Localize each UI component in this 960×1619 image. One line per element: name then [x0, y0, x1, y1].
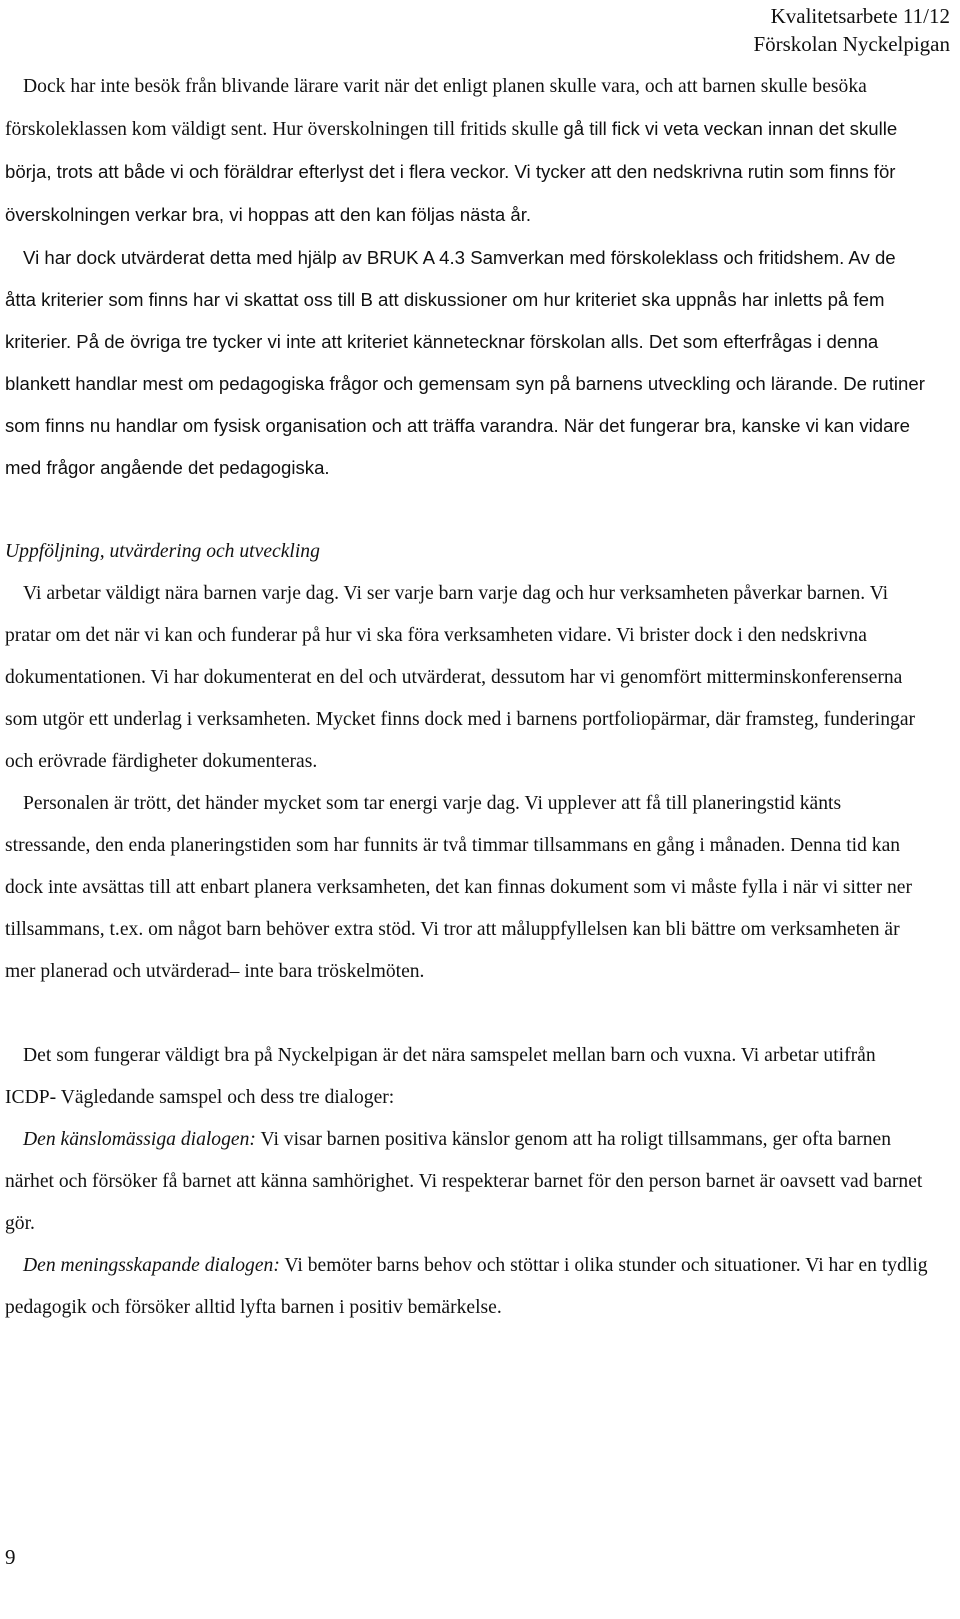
paragraph-1-serif: Dock har inte besök från blivande lärare varit när det enligt planen skulle vara, och att barnen skulle besöka förskoleklassen kom väldigt sent. Hur överskolningen till fritids skulle [5, 76, 867, 140]
document-header [753, 2, 950, 58]
paragraph-6-text: Vi visar barnen positiva känslor genom att ha roligt tillsammans, ger ofta barnen närhet och försöker få barnet att känna samhörighet. Vi respekterar barnet för den person barnet är oavsett vad barnet gör. [5, 1129, 923, 1234]
paragraph-7 [5, 1245, 930, 1329]
page-number: 9 [5, 1545, 16, 1569]
paragraph-1-sans: gå till fick vi veta veckan innan det skulle börja, trots att både vi och föräldrar efterlyst det i flera veckor. Vi tycker att den nedskrivna rutin som finns för överskolningen verkar bra, vi hoppas att den kan följas nästa år. [5, 118, 898, 225]
paragraph-6 [5, 1119, 930, 1245]
document-body [5, 66, 930, 1329]
dialog-title-meaning: Den meningsskapande dialogen: [23, 1255, 280, 1276]
paragraph-7-text: Vi bemöter barns behov och stöttar i olika stunder och situationer. Vi har en tydlig pedagogik och försöker alltid lyfta barnen i positiv bemärkelse. [5, 1255, 928, 1318]
paragraph-4: Personalen är trött, det händer mycket som tar energi varje dag. Vi upplever att få till planeringstid känts stressande, den enda planeringstiden som har funnits är två timmar tillsammans en gång i månaden. Denna tid kan dock inte avsättas till att enbart planera verksamheten, det kan finnas dokument som vi måste fylla i när vi sitter ner tillsammans, t.ex. om något barn behöver extra stöd. Vi tror att måluppfyllelsen kan bli bättre om verksamheten är mer planerad och utvärderad– inte bara tröskelmöten. [5, 793, 913, 982]
header-title: Kvalitetsarbete 11/12 [770, 4, 950, 28]
header-subtitle: Förskolan Nyckelpigan [753, 32, 950, 56]
paragraph-5: Det som fungerar väldigt bra på Nyckelpigan är det nära samspelet mellan barn och vuxna. Vi arbetar utifrån ICDP- Vägledande samspel och dess tre dialoger: [5, 1045, 876, 1108]
dialog-title-emotional: Den känslomässiga dialogen: [23, 1129, 256, 1150]
paragraph-1 [5, 66, 930, 237]
paragraph-2: Vi har dock utvärderat detta med hjälp av BRUK A 4.3 Samverkan med förskoleklass och fritidshem. Av de åtta kriterier som finns har vi skattat oss till B att diskussioner om hur kriteriet ska uppnås har inletts på fem kriterier. På de övriga tre tycker vi inte att kriteriet kännetecknar förskolan alls. Det som efterfrågas i denna blankett handlar mest om pedagogiska frågor och gemensam syn på barnens utveckling och lärande. De rutiner som finns nu handlar om fysisk organisation och att träffa varandra. När det fungerar bra, kanske vi kan vidare med frågor angående det pedagogiska. [5, 247, 925, 478]
section-heading: Uppföljning, utvärdering och utveckling [5, 541, 320, 562]
paragraph-3: Vi arbetar väldigt nära barnen varje dag. Vi ser varje barn varje dag och hur verksamheten påverkar barnen. Vi pratar om det när vi kan och funderar på hur vi ska föra verksamheten vidare. Vi brister dock i den nedskrivna dokumentationen. Vi har dokumenterat en del och utvärderat, dessutom har vi genomfört mitterminskonferenserna som utgör ett underlag i verksamheten. Mycket finns dock med i barnens portfoliopärmar, där framsteg, funderingar och erövrade färdigheter dokumenteras. [5, 583, 916, 772]
